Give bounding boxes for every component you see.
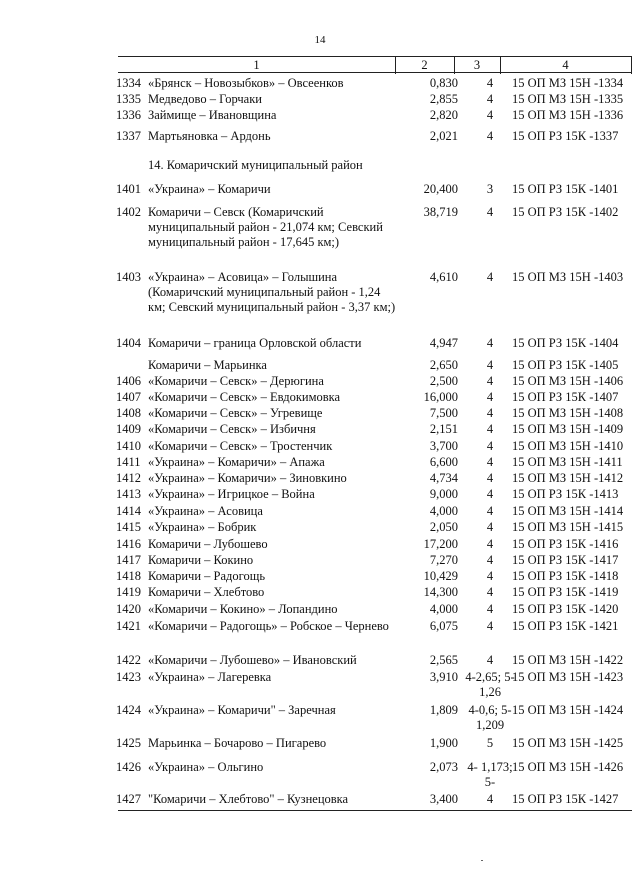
row-category: 4: [486, 92, 494, 106]
row-length: 9,000: [429, 487, 458, 501]
row-name: Комаричи – Марьинка: [148, 358, 267, 372]
row-code: 1404: [116, 336, 141, 350]
col-header-2: 2: [421, 58, 428, 72]
row-name: «Украина» – Комаричи» – Апажа: [148, 455, 325, 469]
row-code: 1416: [116, 537, 141, 551]
row-id: 15 ОП РЗ 15К -1407: [512, 390, 619, 404]
row-code: 1415: [116, 520, 141, 534]
row-code: 1414: [116, 504, 141, 518]
row-id: 15 ОП МЗ 15Н -1335: [512, 92, 624, 106]
row-id: 15 ОП РЗ 15К -1413: [512, 487, 619, 501]
row-code: 1411: [116, 455, 141, 469]
row-length: 3,910: [429, 670, 458, 684]
row-length: 1,809: [429, 703, 458, 717]
row-id: 15 ОП МЗ 15Н -1423: [512, 670, 624, 684]
row-id: 15 ОП РЗ 15К -1404: [512, 336, 619, 350]
row-name: «Комаричи – Радогощь» – Робское – Чернево: [148, 619, 389, 633]
row-id: 15 ОП РЗ 15К -1416: [512, 537, 619, 551]
row-category: 4: [486, 792, 494, 806]
row-name: «Украина» – Комаричи» – Зиновкино: [148, 471, 347, 485]
row-name: Комаричи – Хлебтово: [148, 585, 265, 599]
row-id: 15 ОП РЗ 15К -1419: [512, 585, 619, 599]
row-length: 2,650: [429, 358, 458, 372]
scan-artifact: [481, 860, 483, 861]
row-category: 4: [486, 205, 494, 219]
row-code: 1408: [116, 406, 141, 420]
row-category: 5: [486, 736, 494, 750]
row-name: «Комаричи – Севск» – Евдокимовка: [148, 390, 341, 404]
row-id: 15 ОП МЗ 15Н -1403: [512, 270, 624, 284]
row-code: 1406: [116, 374, 141, 388]
section-title: 14. Комаричский муниципальный район: [148, 158, 363, 172]
row-length: 38,719: [423, 205, 458, 219]
row-code: 1427: [116, 792, 141, 806]
col-header-3: 3: [473, 58, 481, 72]
row-id: 15 ОП МЗ 15Н -1414: [512, 504, 624, 518]
row-category: 4- 1,173; 5-: [467, 760, 513, 789]
row-id: 15 ОП РЗ 15К -1401: [512, 182, 619, 196]
row-code: 1425: [116, 736, 141, 750]
row-id: 15 ОП МЗ 15Н -1334: [512, 76, 624, 90]
row-category: 4: [486, 471, 494, 485]
row-category: 4-2,65; 5-1,26: [465, 670, 515, 699]
row-name: Комаричи – Севск (Комаричский муниципальный район - 21,074 км; Севский муниципальный район - 17,645 км;): [148, 205, 383, 249]
row-name: «Комаричи – Кокино» – Лопандино: [148, 602, 338, 616]
row-length: 2,500: [429, 374, 458, 388]
row-category: 4: [486, 390, 494, 404]
row-code: 1420: [116, 602, 141, 616]
row-category: 4: [486, 358, 494, 372]
row-length: 16,000: [423, 390, 458, 404]
row-id: 15 ОП РЗ 15К -1427: [512, 792, 619, 806]
row-name: Марьинка – Бочарово – Пигарево: [148, 736, 327, 750]
row-category: 4: [486, 520, 494, 534]
row-code: 1410: [116, 439, 141, 453]
row-category: 3: [486, 182, 494, 196]
row-length: 3,400: [429, 792, 458, 806]
row-name: «Украина» – Асовица: [148, 504, 263, 518]
row-length: 7,500: [429, 406, 458, 420]
row-code: 1413: [116, 487, 141, 501]
row-length: 6,600: [429, 455, 458, 469]
row-length: 4,610: [429, 270, 458, 284]
row-id: 15 ОП МЗ 15Н -1406: [512, 374, 624, 388]
row-name: Комаричи – граница Орловской области: [148, 336, 362, 350]
row-category: 4: [486, 553, 494, 567]
row-id: 15 ОП МЗ 15Н -1336: [512, 108, 624, 122]
row-category: 4-0,6; 5-1,209: [468, 703, 512, 732]
row-category: 4: [486, 270, 494, 284]
row-length: 4,000: [429, 602, 458, 616]
row-id: 15 ОП РЗ 15К -1337: [512, 129, 619, 143]
row-name: «Комаричи – Севск» – Угревище: [148, 406, 323, 420]
row-code: 1424: [116, 703, 141, 717]
row-length: 2,565: [429, 653, 458, 667]
row-category: 4: [486, 569, 494, 583]
row-code: 1421: [116, 619, 141, 633]
row-category: 4: [486, 585, 494, 599]
row-length: 7,270: [429, 553, 458, 567]
row-name: «Брянск – Новозыбков» – Овсеенков: [148, 76, 344, 90]
row-name: «Украина» – Комаричи" – Заречная: [148, 703, 336, 717]
row-length: 4,947: [429, 336, 458, 350]
row-name: «Украина» – Игрицкое – Война: [148, 487, 315, 501]
table-top-border: [118, 56, 632, 57]
row-code: 1334: [116, 76, 141, 90]
row-id: 15 ОП РЗ 15К -1418: [512, 569, 619, 583]
row-length: 6,075: [429, 619, 458, 633]
row-category: 4: [486, 537, 494, 551]
row-category: 4: [486, 439, 494, 453]
col-divider-right: [631, 56, 632, 74]
row-category: 4: [486, 129, 494, 143]
row-length: 4,000: [429, 504, 458, 518]
row-id: 15 ОП РЗ 15К -1405: [512, 358, 619, 372]
row-code: 1402: [116, 205, 141, 219]
row-name: Комаричи – Радогощь: [148, 569, 266, 583]
row-id: 15 ОП РЗ 15К -1420: [512, 602, 619, 616]
row-name: «Украина» – Асовица» – Голышина (Комаричский муниципальный район - 1,24 км; Севский муниципальный район - 3,37 км;): [148, 270, 396, 314]
page-number: 14: [314, 34, 326, 46]
row-category: 4: [486, 455, 494, 469]
row-length: 3,700: [429, 439, 458, 453]
row-code: 1409: [116, 422, 141, 436]
row-length: 14,300: [423, 585, 458, 599]
row-name: Медведово – Горчаки: [148, 92, 262, 106]
row-code: 1417: [116, 553, 141, 567]
row-id: 15 ОП МЗ 15Н -1409: [512, 422, 624, 436]
row-length: 2,050: [429, 520, 458, 534]
row-category: 4: [486, 602, 494, 616]
row-id: 15 ОП МЗ 15Н -1412: [512, 471, 624, 485]
row-name: "Комаричи – Хлебтово" – Кузнецовка: [148, 792, 349, 806]
row-id: 15 ОП МЗ 15Н -1411: [512, 455, 623, 469]
row-length: 0,830: [429, 76, 458, 90]
row-id: 15 ОП МЗ 15Н -1422: [512, 653, 624, 667]
table-bottom-border: [118, 810, 632, 811]
row-category: 4: [486, 422, 494, 436]
row-length: 20,400: [423, 182, 458, 196]
row-code: 1337: [116, 129, 141, 143]
row-category: 4: [486, 504, 494, 518]
row-name: Мартьяновка – Ардонь: [148, 129, 271, 143]
row-name: «Украина» – Ольгино: [148, 760, 264, 774]
row-length: 2,820: [429, 108, 458, 122]
row-category: 4: [486, 108, 494, 122]
row-name: Займище – Ивановщина: [148, 108, 277, 122]
row-length: 4,734: [429, 471, 458, 485]
row-category: 4: [486, 653, 494, 667]
row-name: «Комаричи – Севск» – Дерюгина: [148, 374, 324, 388]
row-code: 1407: [116, 390, 141, 404]
row-category: 4: [486, 374, 494, 388]
row-length: 2,855: [429, 92, 458, 106]
row-length: 17,200: [423, 537, 458, 551]
row-name: «Украина» – Комаричи: [148, 182, 271, 196]
row-code: 1401: [116, 182, 141, 196]
row-id: 15 ОП МЗ 15Н -1426: [512, 760, 624, 774]
row-name: Комаричи – Кокино: [148, 553, 254, 567]
row-id: 15 ОП МЗ 15Н -1410: [512, 439, 624, 453]
row-code: 1418: [116, 569, 141, 583]
row-category: 4: [486, 406, 494, 420]
row-name: «Комаричи – Лубошево» – Ивановский: [148, 653, 357, 667]
row-id: 15 ОП РЗ 15К -1417: [512, 553, 619, 567]
col-header-4: 4: [562, 58, 569, 72]
row-id: 15 ОП МЗ 15Н -1425: [512, 736, 624, 750]
row-category: 4: [486, 619, 494, 633]
row-name: «Комаричи – Севск» – Избичня: [148, 422, 316, 436]
col-header-1: 1: [253, 58, 260, 72]
row-id: 15 ОП РЗ 15К -1421: [512, 619, 619, 633]
row-code: 1412: [116, 471, 141, 485]
row-name: Комаричи – Лубошево: [148, 537, 268, 551]
row-length: 2,151: [429, 422, 458, 436]
row-id: 15 ОП МЗ 15Н -1424: [512, 703, 624, 717]
row-code: 1403: [116, 270, 141, 284]
row-id: 15 ОП МЗ 15Н -1415: [512, 520, 624, 534]
row-name: «Комаричи – Севск» – Тростенчик: [148, 439, 333, 453]
row-code: 1426: [116, 760, 141, 774]
row-category: 4: [486, 76, 494, 90]
row-category: 4: [486, 336, 494, 350]
row-code: 1423: [116, 670, 141, 684]
row-category: 4: [486, 487, 494, 501]
row-name: «Украина» – Бобрик: [148, 520, 257, 534]
row-length: 2,073: [429, 760, 458, 774]
row-id: 15 ОП РЗ 15К -1402: [512, 205, 619, 219]
row-id: 15 ОП МЗ 15Н -1408: [512, 406, 624, 420]
row-code: 1419: [116, 585, 141, 599]
row-code: 1336: [116, 108, 141, 122]
row-length: 2,021: [429, 129, 458, 143]
row-length: 10,429: [423, 569, 458, 583]
row-code: 1335: [116, 92, 141, 106]
row-code: 1422: [116, 653, 141, 667]
row-length: 1,900: [429, 736, 458, 750]
row-name: «Украина» – Лагеревка: [148, 670, 272, 684]
